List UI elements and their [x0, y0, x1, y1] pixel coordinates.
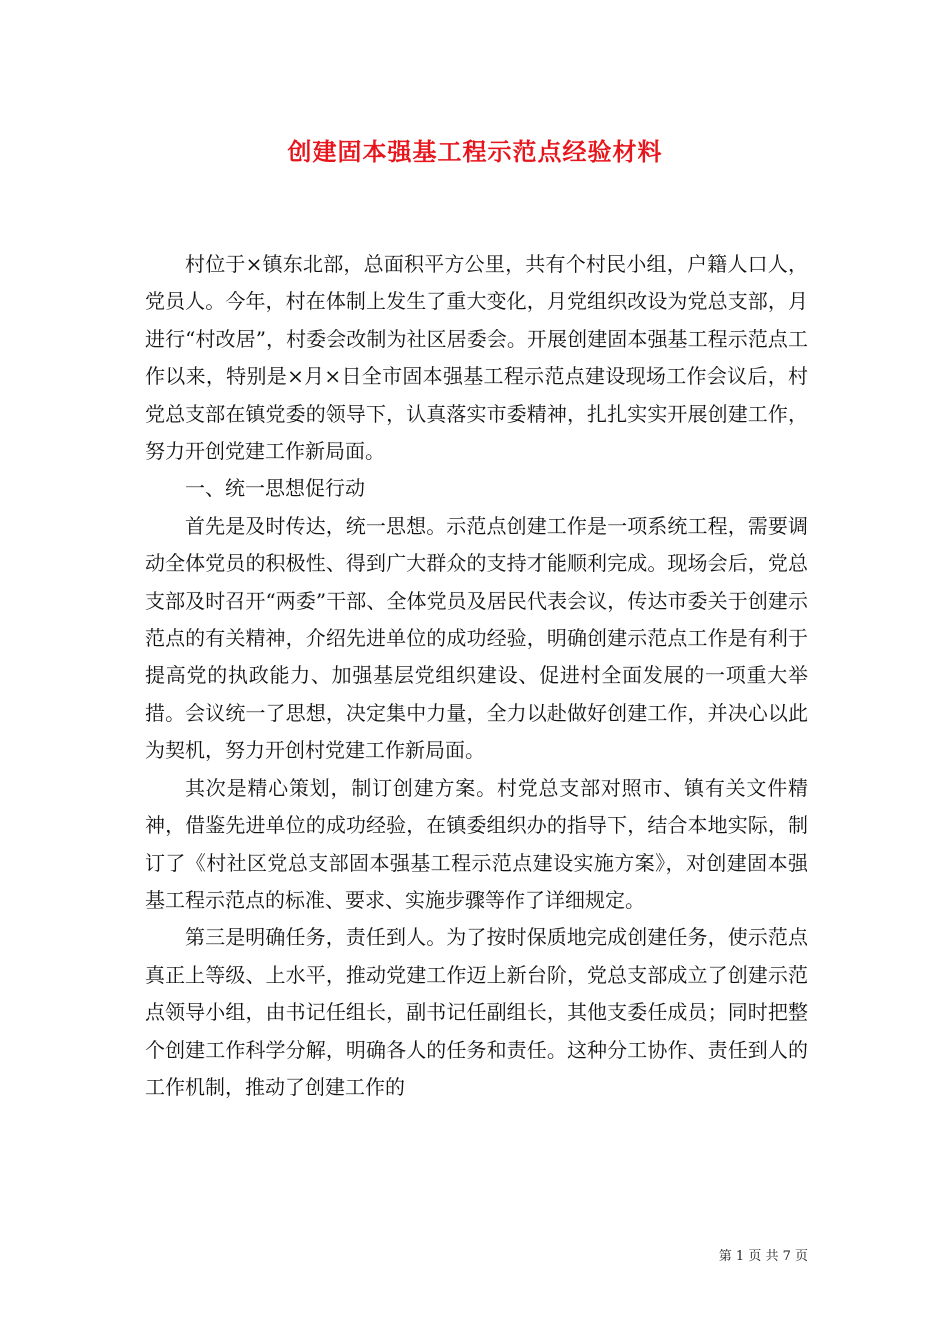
paragraph-intro: 村位于×镇东北部，总面积平方公里，共有个村民小组，户籍人口人，党员人。今年，村在体制上发生了重大变化，月党组织改设为党总支部，月进行“村改居”，村委会改制为社区居委会。开展创建固本强基工程示范点工作以来，特别是×月×日全市固本强基工程示范点建设现场工作会议后，村党总支部在镇党委的领导下，认真落实市委精神，扎扎实实开展创建工作，努力开创党建工作新局面。 — [145, 252, 808, 464]
page-number-footer: 第 1 页 共 7 页 — [718, 1249, 808, 1264]
paragraph-third: 第三是明确任务，责任到人。为了按时保质地完成创建任务，使示范点真正上等级、上水平，推动党建工作迈上新台阶，党总支部成立了创建示范点领导小组，由书记任组长，副书记任副组长，其他支委任成员；同时把整个创建工作科学分解，明确各人的任务和责任。这种分工协作、责任到人的工作机制，推动了创建工作的 — [145, 925, 808, 1099]
document-title: 创建固本强基工程示范点经验材料 — [287, 137, 663, 166]
paragraph-first: 首先是及时传达，统一思想。示范点创建工作是一项系统工程，需要调动全体党员的积极性、得到广大群众的支持才能顺利完成。现场会后，党总支部及时召开“两委”干部、全体党员及居民代表会议，传达市委关于创建示范点的有关精神，介绍先进单位的成功经验，明确创建示范点工作是有利于提高党的执政能力、加强基层党组织建设、促进村全面发展的一项重大举措。会议统一了思想，决定集中力量，全力以赴做好创建工作，并决心以此为契机，努力开创村党建工作新局面。 — [145, 513, 808, 763]
document-body — [145, 246, 808, 1106]
section-heading-1: 一、统一思想促行动 — [185, 476, 365, 501]
paragraph-second: 其次是精心策划，制订创建方案。村党总支部对照市、镇有关文件精神，借鉴先进单位的成功经验，在镇委组织办的指导下，结合本地实际，制订了《村社区党总支部固本强基工程示范点建设实施方案》，对创建固本强基工程示范点的标准、要求、实施步骤等作了详细规定。 — [145, 775, 808, 912]
